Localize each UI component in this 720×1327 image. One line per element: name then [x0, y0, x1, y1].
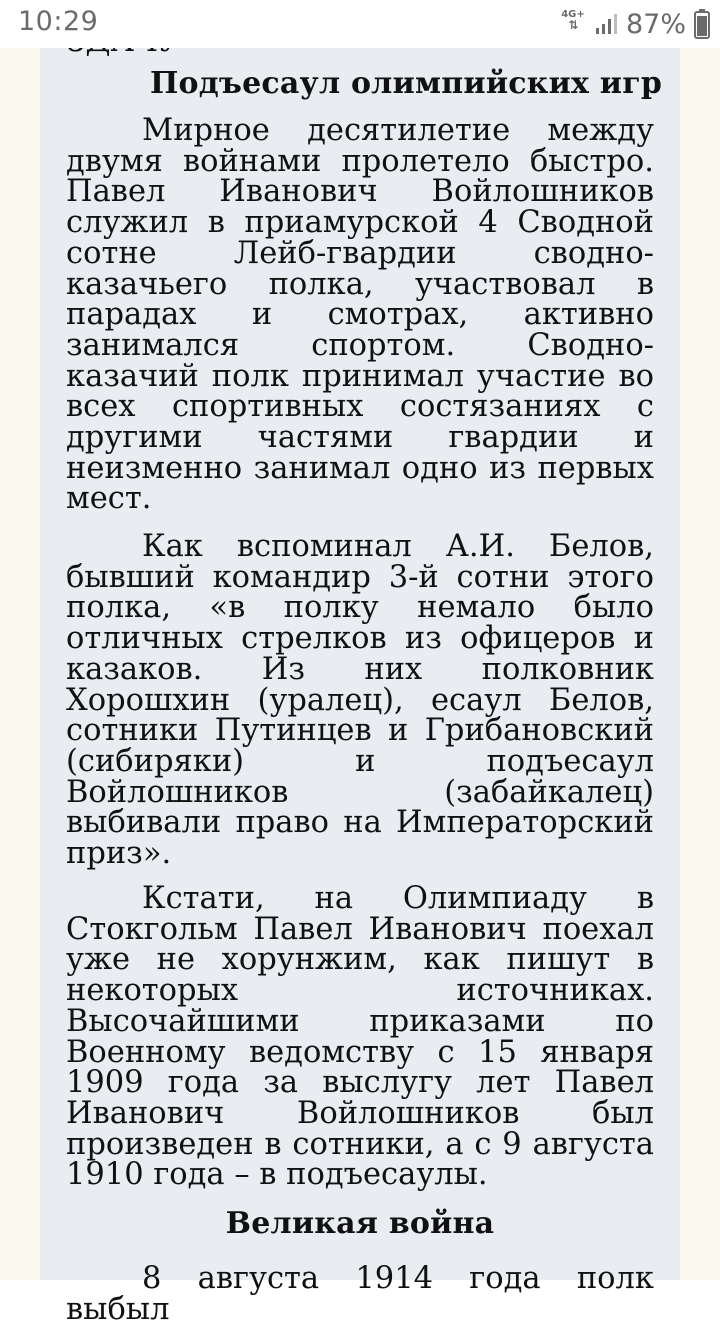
- status-time: 10:29: [18, 6, 99, 37]
- page-margin-right: [680, 48, 720, 1280]
- data-arrows-icon: ⇅: [568, 18, 578, 32]
- status-bar: [0, 0, 720, 48]
- article-paragraph: Как вспоминал А.И. Белов, бывший командир 3-й сотни этого полка, «в полку немало было отличных стрелков из офицеров и казаков. Из них полковник Хорошхин (уралец), есаул Белов, сотники Путинцев и Грибановский (сибиряки) и подъесаул Войлошников (забайкалец) выбивали право на Императорский приз».: [66, 529, 654, 872]
- article-paragraph: Кстати, на Олимпиаду в Стокгольм Павел Иванович поехал уже не хорунжим, как пишут в некоторых источниках. Высочайшими приказами по Военному ведомству с 15 января 1909 года за выслугу лет Павел Иванович Войлошников был произведен в сотники, а с 9 августа 1910 года – в подъесаулы.: [66, 881, 654, 1193]
- article-column: [40, 48, 680, 1327]
- article-paragraph: Мирное десятилетие между двумя войнами пролетело быстро. Павел Иванович Войлошников служил в приамурской 4 Сводной сотне Лейб-гвардии сводно-казачьего полка, участвовал в парадах и смотрах, активно занимался спортом. Сводно-казачий полк принимал участие во всех спортивных состязаниях с другими частями гвардии и неизменно занимал одно из первых мест.: [66, 113, 654, 517]
- document-viewport[interactable]: [0, 48, 720, 1327]
- section-title-2: Великая война: [225, 1206, 495, 1241]
- signal-icon: [594, 12, 618, 36]
- battery-icon: [694, 9, 710, 39]
- network-type-label: 4G+: [561, 9, 585, 20]
- battery-percent: 87%: [625, 8, 686, 40]
- network-4g-icon: [560, 9, 586, 39]
- section-title: Подъесаул олимпийских игр: [150, 66, 662, 101]
- status-icons: [560, 8, 710, 40]
- article-paragraph-next: 8 августа 1914 года полк выбыл: [66, 1261, 654, 1327]
- page-margin-left: [0, 48, 40, 1280]
